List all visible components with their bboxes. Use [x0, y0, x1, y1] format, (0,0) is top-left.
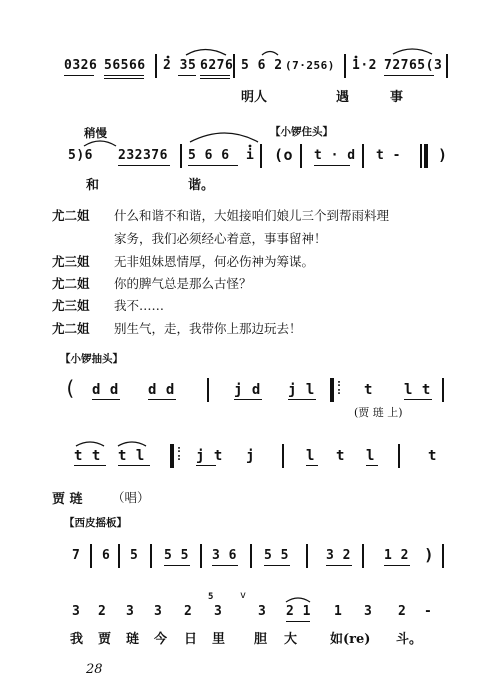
score5-note: 7: [72, 548, 81, 563]
slur: [118, 442, 146, 446]
speaker-name: 尤三姐: [52, 298, 90, 313]
speech-line: 我不……: [114, 298, 165, 313]
score3-group-2: d d: [148, 382, 175, 398]
singing-mode: （唱）: [112, 490, 150, 505]
octave-dot: [249, 145, 252, 148]
repeat-dots: : :: [176, 444, 183, 463]
speech-line: 家务，我们必须经心着意，事事留神！: [114, 231, 327, 246]
slur-marks: [76, 49, 435, 602]
slur: [393, 49, 432, 54]
score6-lyric: 我: [70, 632, 84, 647]
speech-line: 别生气，走，我带你上那边玩去！: [114, 321, 302, 336]
score1-notes-a1: 0326: [64, 58, 98, 73]
score2-close-paren: ): [438, 146, 448, 164]
score1-lyric-3: 事: [390, 90, 404, 105]
slur: [262, 52, 278, 56]
score3-group-3: j d: [234, 382, 261, 398]
score6-note: 3: [364, 604, 373, 619]
score3-group-6: l t: [404, 382, 431, 398]
score6-note: 2: [184, 604, 193, 619]
score1-notes-c2: (7·256): [285, 59, 335, 72]
repeat-dots: : :: [336, 378, 343, 397]
score5-note: 1 2: [384, 548, 409, 563]
aria-type: 【西皮摇板】: [64, 517, 127, 529]
score6-note: 3: [258, 604, 267, 619]
score5-note: 3 6: [212, 548, 237, 563]
tempo-marking: 稍慢: [84, 126, 107, 140]
score5-close-paren: ): [424, 545, 435, 564]
slur: [286, 598, 310, 602]
score5-note: 3 2: [326, 548, 351, 563]
score6-lyric: 里: [212, 632, 226, 647]
speech-line: 什么和谐不和谐，大姐接咱们娘儿三个到帮雨料理: [114, 208, 390, 223]
score4-group-8: t: [428, 448, 437, 464]
speaker-name: 尤二姐: [52, 208, 90, 223]
score2-notes-a: 5)6: [68, 148, 93, 163]
score5-note: 6: [102, 548, 111, 563]
score6-lyric: 如(re): [330, 632, 371, 647]
score6-lyric: 日: [184, 632, 198, 647]
dots: [167, 56, 358, 148]
score2-lyric-2: 谐。: [188, 178, 215, 193]
score6-lyric: 今: [154, 632, 168, 647]
score6-note: 1: [334, 604, 343, 619]
breath-mark: v: [240, 590, 247, 601]
score4-group-3: j t: [196, 448, 223, 464]
score2-notes-e: (o: [274, 146, 294, 164]
score1-notes-d1: 1·2: [352, 58, 377, 73]
score6-note: 3: [214, 604, 223, 619]
score4-group-7: l: [366, 448, 375, 464]
score6-note: 2: [398, 604, 407, 619]
score6-note: 3: [72, 604, 81, 619]
slur: [76, 442, 104, 446]
speech-line: 你的脾气总是那么古怪？: [114, 276, 252, 291]
score1-lyric-2: 遇: [336, 90, 350, 105]
score4-group-2: t l: [118, 448, 145, 464]
slur: [186, 50, 226, 56]
score6-lyric: 贾: [98, 632, 112, 647]
page-number: 28: [86, 662, 103, 677]
octave-dot: [355, 56, 358, 59]
score2-notes-c: 5 6 6: [188, 148, 230, 163]
score2-notes-b: 232376: [118, 148, 168, 163]
score1-notes-c1: 5 6 2: [241, 58, 283, 73]
score4-group-1: t t: [74, 448, 101, 464]
score1-lyric-1: 明人: [241, 90, 268, 105]
score6-note: -: [424, 604, 433, 619]
score4-group-5: l: [306, 448, 315, 464]
speaker-name: 尤二姐: [52, 276, 90, 291]
percussion-cue: 【小锣抽头】: [60, 353, 123, 365]
score6-lyric: 大: [284, 632, 298, 647]
octave-dot: [167, 56, 170, 59]
score2-notes-d: i: [246, 148, 255, 163]
stage-direction: (贾 琏 上): [354, 406, 403, 419]
speaker-name: 尤二姐: [52, 321, 90, 336]
score1-notes-d2: 72765(3: [384, 58, 443, 73]
score3-open-paren: (: [64, 376, 77, 400]
score2-notes-f: t · d: [314, 148, 356, 163]
score2-lyric-1: 和: [86, 178, 100, 193]
score6-lyric: 琏: [126, 632, 140, 647]
score6-note: 2: [98, 604, 107, 619]
score5-note: 5: [130, 548, 139, 563]
speech-line: 无非姐妹恩情厚，何必伤神为筹谋。: [114, 254, 315, 269]
score3-group-5: t: [364, 382, 373, 398]
score6-lyric: 斗。: [396, 632, 423, 647]
score4-group-4: j: [246, 448, 255, 464]
score5-note: 5 5: [264, 548, 289, 563]
score6-note: 3: [154, 604, 163, 619]
slur: [190, 133, 258, 142]
score1-notes-b2: 6276: [200, 58, 234, 73]
score1-notes-b1: 2 35: [163, 58, 197, 73]
score6-lyric: 胆: [254, 632, 268, 647]
grace-note: 5: [208, 592, 214, 602]
singer-name: 贾 琏: [52, 492, 83, 507]
score6-note: 3: [126, 604, 135, 619]
slur: [84, 141, 116, 146]
score3-group-4: j l: [288, 382, 315, 398]
score4-group-6: t: [336, 448, 345, 464]
score6-note: 2 1: [286, 604, 311, 619]
percussion-cue: 【小锣住头】: [270, 126, 333, 138]
score2-notes-g: t -: [376, 148, 401, 163]
score1-notes-a2: 56566: [104, 58, 146, 73]
score5-note: 5 5: [164, 548, 189, 563]
score3-group-1: d d: [92, 382, 119, 398]
speaker-name: 尤三姐: [52, 254, 90, 269]
